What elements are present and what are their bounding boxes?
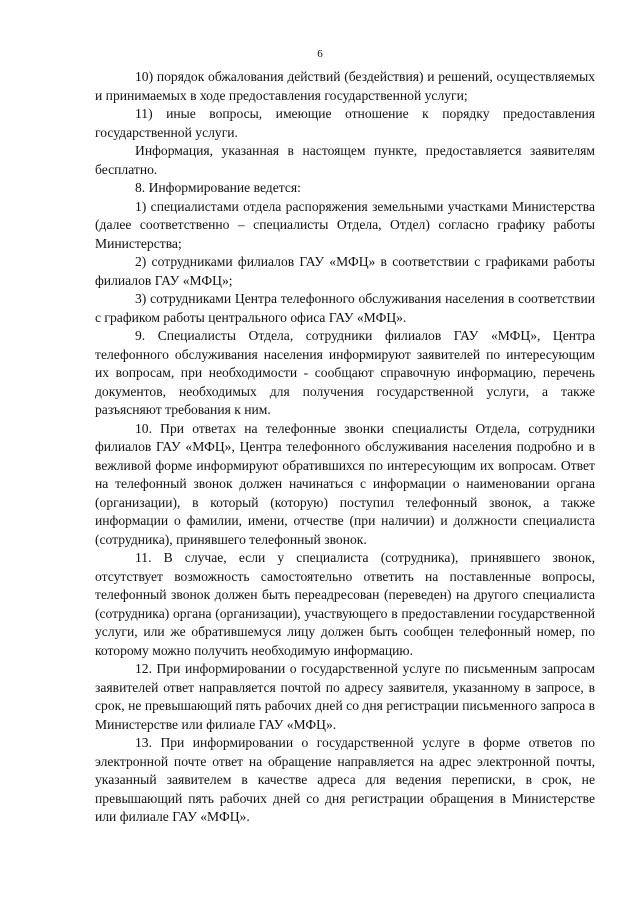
- paragraph-8-item-2: 2) сотрудниками филиалов ГАУ «МФЦ» в соответствии с графиками работы филиалов ГАУ «МФЦ»;: [95, 254, 595, 288]
- document-body: [95, 68, 595, 827]
- paragraph-11: 11. В случае, если у специалиста (сотрудника), принявшего звонок, отсутствует возможность самостоятельно ответить на поставленные вопросы, телефонный звонок должен быть переадресован (переведен) на другого специалиста (сотрудника) органа (организации), участвующего в предоставлении государственной услуги, или же обратившемуся лицу должен быть сообщен телефонный номер, по которому можно получить необходимую информацию.: [95, 550, 595, 658]
- paragraph-10: 10. При ответах на телефонные звонки специалисты Отдела, сотрудники филиалов ГАУ «МФЦ», Центра телефонного обслуживания населения подробно и в вежливой форме информируют обратившихся по интересующим их вопросам. Ответ на телефонный звонок должен начинаться с информации о наименовании органа (организации), в который (которую) поступил телефонный звонок, а также информации о фамилии, имени, отчестве (при наличии) и должности специалиста (сотрудника), принявшего телефонный звонок.: [95, 420, 595, 547]
- paragraph-item-10: 10) порядок обжалования действий (бездействия) и решений, осуществляемых и принимаемых в ходе предоставления государственной услуги;: [95, 69, 595, 103]
- paragraph-8-item-3: 3) сотрудниками Центра телефонного обслуживания населения в соответствии с графиком работы центрального офиса ГАУ «МФЦ».: [95, 291, 595, 325]
- paragraph-12: 12. При информировании о государственной услуге по письменным запросам заявителей ответ направляется почтой по адресу заявителя, указанному в запросе, в срок, не превышающий пять рабочих дней со дня регистрации письменного запроса в Министерстве или филиале ГАУ «МФЦ».: [95, 661, 595, 732]
- paragraph-8-item-1: 1) специалистами отдела распоряжения земельными участками Министерства (далее соответственно – специалисты Отдела, Отдел) согласно графику работы Министерства;: [95, 198, 595, 251]
- paragraph-item-11: 11) иные вопросы, имеющие отношение к порядку предоставления государственной услуги.: [95, 106, 595, 140]
- paragraph-8: 8. Информирование ведется:: [135, 180, 301, 195]
- page-number: 6: [317, 48, 323, 60]
- paragraph-9: 9. Специалисты Отдела, сотрудники филиалов ГАУ «МФЦ», Центра телефонного обслуживания населения информируют заявителей по интересующим их вопросам, при необходимости - сообщают справочную информацию, перечень документов, необходимых для получения государственной услуги, а также разъясняют требования к ним.: [95, 328, 595, 417]
- paragraph-13: 13. При информировании о государственной услуге в форме ответов по электронной почте ответ на обращение направляется на адрес электронной почты, указанный заявителем в качестве адреса для ведения переписки, в срок, не превышающий пять рабочих дней со дня регистрации обращения в Министерстве или филиале ГАУ «МФЦ».: [95, 735, 595, 824]
- paragraph-info-free: Информация, указанная в настоящем пункте, предоставляется заявителям бесплатно.: [95, 143, 595, 177]
